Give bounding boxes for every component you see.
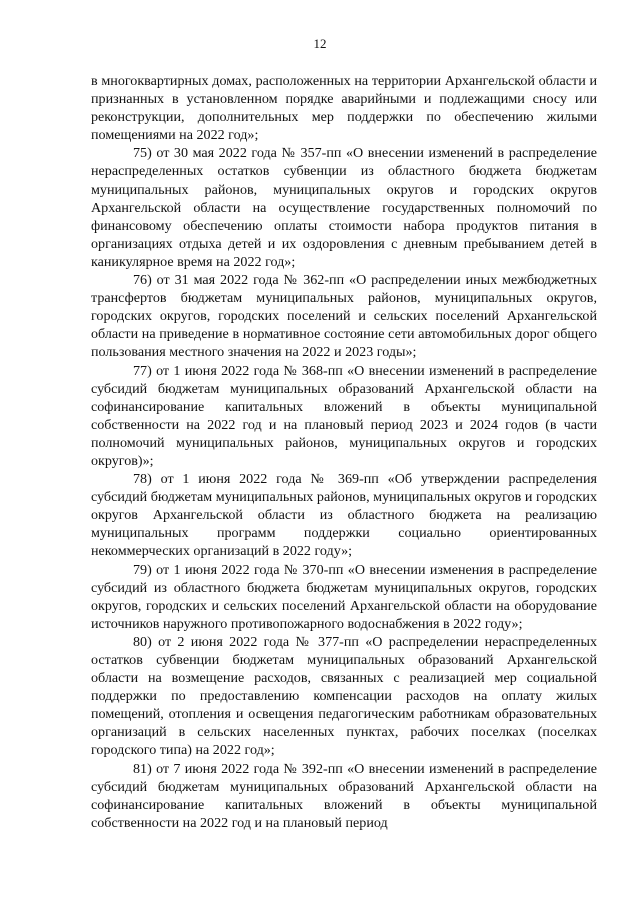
list-item-76: 76) от 31 мая 2022 года № 362-пп «О распределении иных межбюджетных трансфертов бюджетам муниципальных районов, муниципальных округов, городских округов, городских поселений и сельских поселений Архангельской области на приведение в нормативное состояние сети автомобильных дорог общего пользования местного значения на 2022 и 2023 годы»; bbox=[91, 272, 597, 361]
list-item-79: 79) от 1 июня 2022 года № 370-пп «О внесении изменения в распределение субсидий из областного бюджета бюджетам муниципальных округов, городских округов, городских и сельских поселений Архангельской области на оборудование источников наружного противопожарного водоснабжения в 2022 году»; bbox=[91, 561, 597, 632]
paragraph-continuation: в многоквартирных домах, расположенных на территории Архангельской области и признанных в установленном порядке аварийными и подлежащими сносу или реконструкции, дополнительных мер поддержки по обеспечению жилыми помещениями на 2022 год»; bbox=[91, 73, 597, 144]
list-item-81: 81) от 7 июня 2022 года № 392-пп «О внесении изменений в распределение субсидий бюджетам муниципальных образований Архангельской области на софинансирование капитальных вложений в объекты муниципальной собственности на 2022 год и на плановый период bbox=[91, 760, 597, 831]
page-number: 12 bbox=[313, 36, 327, 51]
list-item-75: 75) от 30 мая 2022 года № 357-пп «О внесении изменений в распределение нераспределенных остатков субвенции из областного бюджета бюджетам муниципальных районов, муниципальных округов и городских округов Архангельской области на осуществление государственных полномочий по финансовому обеспечению оплаты стоимости набора продуктов питания в организациях отдыха детей и их оздоровления с дневным пребыванием детей в каникулярное время на 2022 год»; bbox=[91, 145, 597, 270]
document-body bbox=[91, 72, 597, 832]
list-item-77: 77) от 1 июня 2022 года № 368-пп «О внесении изменений в распределение субсидий бюджетам муниципальных образований Архангельской области на софинансирование капитальных вложений в объекты муниципальной собственности на 2022 год и на плановый период 2023 и 2024 годов (в части полномочий муниципальных районов, муниципальных округов и городских округов)»; bbox=[91, 362, 597, 469]
list-item-80: 80) от 2 июня 2022 года № 377-пп «О распределении нераспределенных остатков субвенции бюджетам муниципальных образований Архангельской области на возмещение расходов, связанных с реализацией мер социальной поддержки по предоставлению компенсации расходов на оплату жилых помещений, отопления и освещения педагогическим работникам образовательных организаций в сельских населенных пунктах, рабочих поселках (поселках городского типа) на 2022 год»; bbox=[91, 633, 597, 759]
list-item-78: 78) от 1 июня 2022 года № 369-пп «Об утверждении распределения субсидий бюджетам муниципальных районов, муниципальных округов и городских округов Архангельской области из областного бюджета на реализацию муниципальных программ поддержки социально ориентированных некоммерческих организаций в 2022 году»; bbox=[91, 471, 597, 560]
